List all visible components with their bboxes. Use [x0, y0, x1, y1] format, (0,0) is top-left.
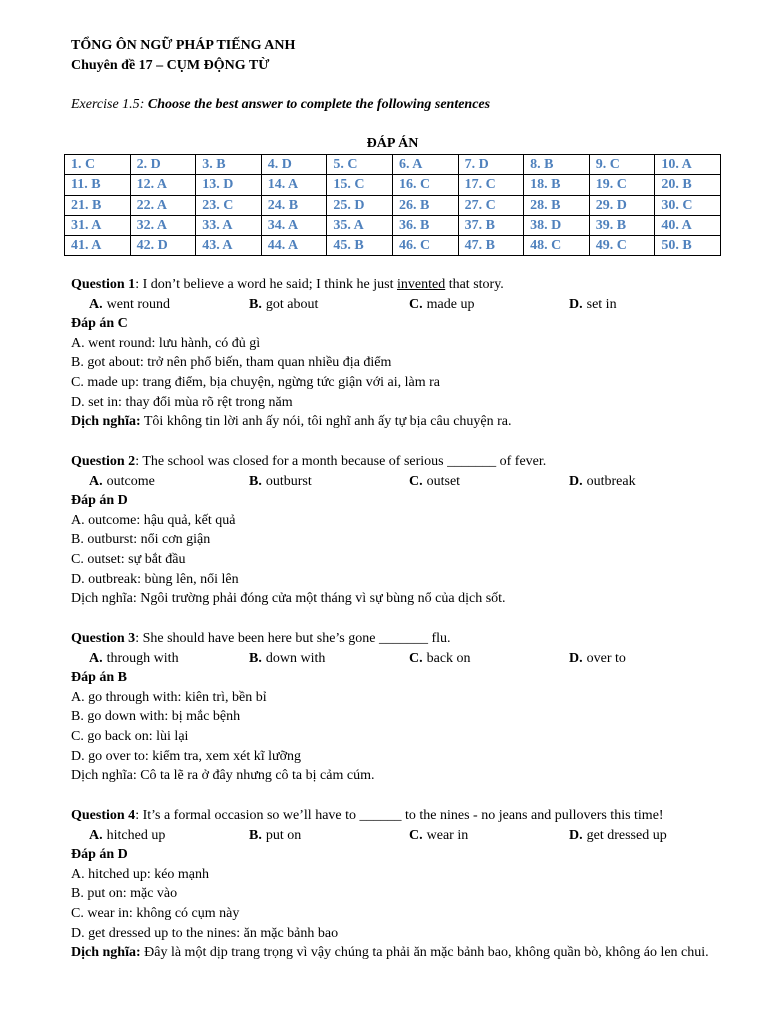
answer-cell: 31. A	[65, 215, 131, 235]
option-c: C. made up	[409, 296, 475, 312]
question-stem	[71, 275, 728, 295]
answer-cell: 39. B	[589, 215, 655, 235]
answer-cell: 47. B	[458, 236, 524, 256]
explanation: D. outbreak: bùng lên, nổi lên	[71, 571, 239, 587]
answer-cell: 9. C	[589, 155, 655, 175]
option-c: C. wear in	[409, 827, 469, 843]
question-2	[71, 452, 728, 609]
answer-cell: 34. A	[261, 215, 327, 235]
answer-cell: 45. B	[327, 236, 393, 256]
document-title: TỔNG ÔN NGỮ PHÁP TIẾNG ANH	[71, 38, 296, 53]
answer-cell: 3. B	[196, 155, 262, 175]
answer-cell: 18. B	[524, 175, 590, 195]
exercise-label: Exercise 1.5	[71, 97, 140, 112]
explanation: C. made up: trang điểm, bịa chuyện, ngừng tức giận với ai, làm ra	[71, 374, 440, 390]
explanation: B. outburst: nổi cơn giận	[71, 532, 211, 548]
translation: Dịch nghĩa: Ngôi trường phải đóng cửa một tháng vì sự bùng nổ của dịch sốt.	[71, 591, 506, 607]
answer-cell: 27. C	[458, 195, 524, 215]
question-4	[71, 806, 718, 963]
answer-cell: 32. A	[130, 215, 196, 235]
answer-cell: 30. C	[655, 195, 721, 215]
underlined-word: invented	[396, 277, 446, 292]
answer-cell: 16. C	[392, 175, 458, 195]
answer-cell: 5. C	[327, 155, 393, 175]
option-b: B. got about	[249, 296, 319, 312]
document-header	[71, 36, 728, 75]
answer-cell: 6. A	[392, 155, 458, 175]
answer-cell: 2. D	[130, 155, 196, 175]
question-text: : The school was closed for a month because of serious _______ of fever.	[135, 454, 547, 469]
answer-cell: 23. C	[196, 195, 262, 215]
explanation: B. got about: trở nên phổ biến, tham quan nhiều địa điểm	[71, 355, 392, 371]
explanation: D. get dressed up to the nines: ăn mặc bảnh bao	[71, 925, 339, 941]
answer-cell: 7. D	[458, 155, 524, 175]
option-a: A. through with	[89, 650, 179, 666]
option-d: D. outbreak	[569, 473, 636, 489]
answer-cell: 15. C	[327, 175, 393, 195]
answer-cell: 1. C	[65, 155, 131, 175]
answer-row	[65, 236, 721, 256]
options-row	[71, 826, 718, 846]
explanation: C. go back on: lùi lại	[71, 728, 189, 744]
answer-cell: 21. B	[65, 195, 131, 215]
answer-cell: 48. C	[524, 236, 590, 256]
option-a: A. hitched up	[89, 827, 166, 843]
option-a: A. went round	[89, 296, 171, 312]
question-text: : It’s a formal occasion so we’ll have to ______ to the nines - no jeans and pullovers this time!	[135, 808, 664, 823]
answer-cell: 33. A	[196, 215, 262, 235]
option-d: D. get dressed up	[569, 827, 667, 843]
translation: Dịch nghĩa: Cô ta lẽ ra ở đây nhưng cô ta bị cảm cúm.	[71, 768, 375, 784]
answer-row	[65, 175, 721, 195]
answer-cell: 10. A	[655, 155, 721, 175]
explanation: A. hitched up: kéo mạnh	[71, 866, 210, 882]
option-c: C. outset	[409, 473, 461, 489]
answer-row	[65, 215, 721, 235]
answer-line: Đáp án D	[71, 847, 128, 863]
option-a: A. outcome	[89, 473, 155, 489]
answer-line: Đáp án C	[71, 316, 128, 332]
option-c: C. back on	[409, 650, 471, 666]
answer-line: Đáp án B	[71, 670, 128, 686]
answer-row	[65, 155, 721, 175]
answer-cell: 29. D	[589, 195, 655, 215]
question-text: : I don’t believe a word he said; I think he just	[135, 277, 397, 292]
question-text-end: that story.	[445, 277, 504, 292]
answer-line: Đáp án D	[71, 493, 128, 509]
explanation: B. put on: mặc vào	[71, 886, 178, 902]
answer-cell: 12. A	[130, 175, 196, 195]
translation: Dịch nghĩa: Đây là một dịp trang trọng vì vậy chúng ta phải ăn mặc bảnh bao, không quần bò, không áo len chui.	[71, 945, 709, 961]
answer-cell: 19. C	[589, 175, 655, 195]
answer-cell: 49. C	[589, 236, 655, 256]
option-d: D. over to	[569, 650, 626, 666]
question-3	[71, 629, 728, 786]
options-row	[71, 649, 728, 669]
option-b: B. down with	[249, 650, 326, 666]
answer-cell: 20. B	[655, 175, 721, 195]
explanation: D. go over to: kiểm tra, xem xét kĩ lưỡng	[71, 748, 302, 764]
option-b: B. outburst	[249, 473, 312, 489]
answer-cell: 35. A	[327, 215, 393, 235]
answer-cell: 36. B	[392, 215, 458, 235]
answer-cell: 37. B	[458, 215, 524, 235]
exercise-instruction: Choose the best answer to complete the following sentences	[147, 97, 491, 112]
answer-cell: 22. A	[130, 195, 196, 215]
answer-cell: 8. B	[524, 155, 590, 175]
explanation: C. wear in: không có cụm này	[71, 905, 240, 921]
answer-cell: 42. D	[130, 236, 196, 256]
answer-cell: 38. D	[524, 215, 590, 235]
options-row	[71, 472, 728, 492]
answer-cell: 11. B	[65, 175, 131, 195]
explanation: A. go through with: kiên trì, bền bỉ	[71, 689, 267, 705]
answer-key-table	[64, 154, 721, 256]
answer-cell: 24. B	[261, 195, 327, 215]
question-1	[71, 275, 728, 432]
explanation: C. outset: sự bắt đầu	[71, 551, 186, 567]
answer-cell: 14. A	[261, 175, 327, 195]
question-stem	[71, 629, 728, 649]
explanation: D. set in: thay đổi mùa rõ rệt trong năm	[71, 394, 293, 410]
options-row	[71, 295, 728, 315]
answer-row	[65, 195, 721, 215]
question-stem	[71, 452, 728, 472]
answer-cell: 46. C	[392, 236, 458, 256]
translation: Dịch nghĩa: Tôi không tin lời anh ấy nói, tôi nghĩ anh ấy tự bịa câu chuyện ra.	[71, 414, 512, 430]
answer-key-heading: ĐÁP ÁN	[366, 136, 419, 151]
answer-cell: 4. D	[261, 155, 327, 175]
exercise-heading: Exercise 1.5: Choose the best answer to complete the following sentences	[71, 97, 491, 112]
question-label: Question 3	[71, 631, 136, 646]
answer-cell: 17. C	[458, 175, 524, 195]
answer-cell: 50. B	[655, 236, 721, 256]
explanation: A. outcome: hậu quả, kết quả	[71, 512, 236, 528]
answer-cell: 43. A	[196, 236, 262, 256]
option-d: D. set in	[569, 296, 617, 312]
answer-cell: 40. A	[655, 215, 721, 235]
answer-cell: 44. A	[261, 236, 327, 256]
explanation: A. went round: lưu hành, có đủ gì	[71, 335, 261, 351]
answer-cell: 25. D	[327, 195, 393, 215]
question-label: Question 4	[71, 808, 136, 823]
answer-cell: 41. A	[65, 236, 131, 256]
question-label: Question 2	[71, 454, 136, 469]
option-b: B. put on	[249, 827, 302, 843]
question-stem	[71, 806, 718, 826]
answer-cell: 26. B	[392, 195, 458, 215]
document-subtitle: Chuyên đề 17 – CỤM ĐỘNG TỪ	[71, 57, 270, 73]
answer-cell: 28. B	[524, 195, 590, 215]
answer-cell: 13. D	[196, 175, 262, 195]
question-label: Question 1	[71, 277, 136, 292]
explanation: B. go down with: bị mắc bệnh	[71, 709, 241, 725]
question-text: : She should have been here but she’s gone _______ flu.	[135, 631, 451, 646]
